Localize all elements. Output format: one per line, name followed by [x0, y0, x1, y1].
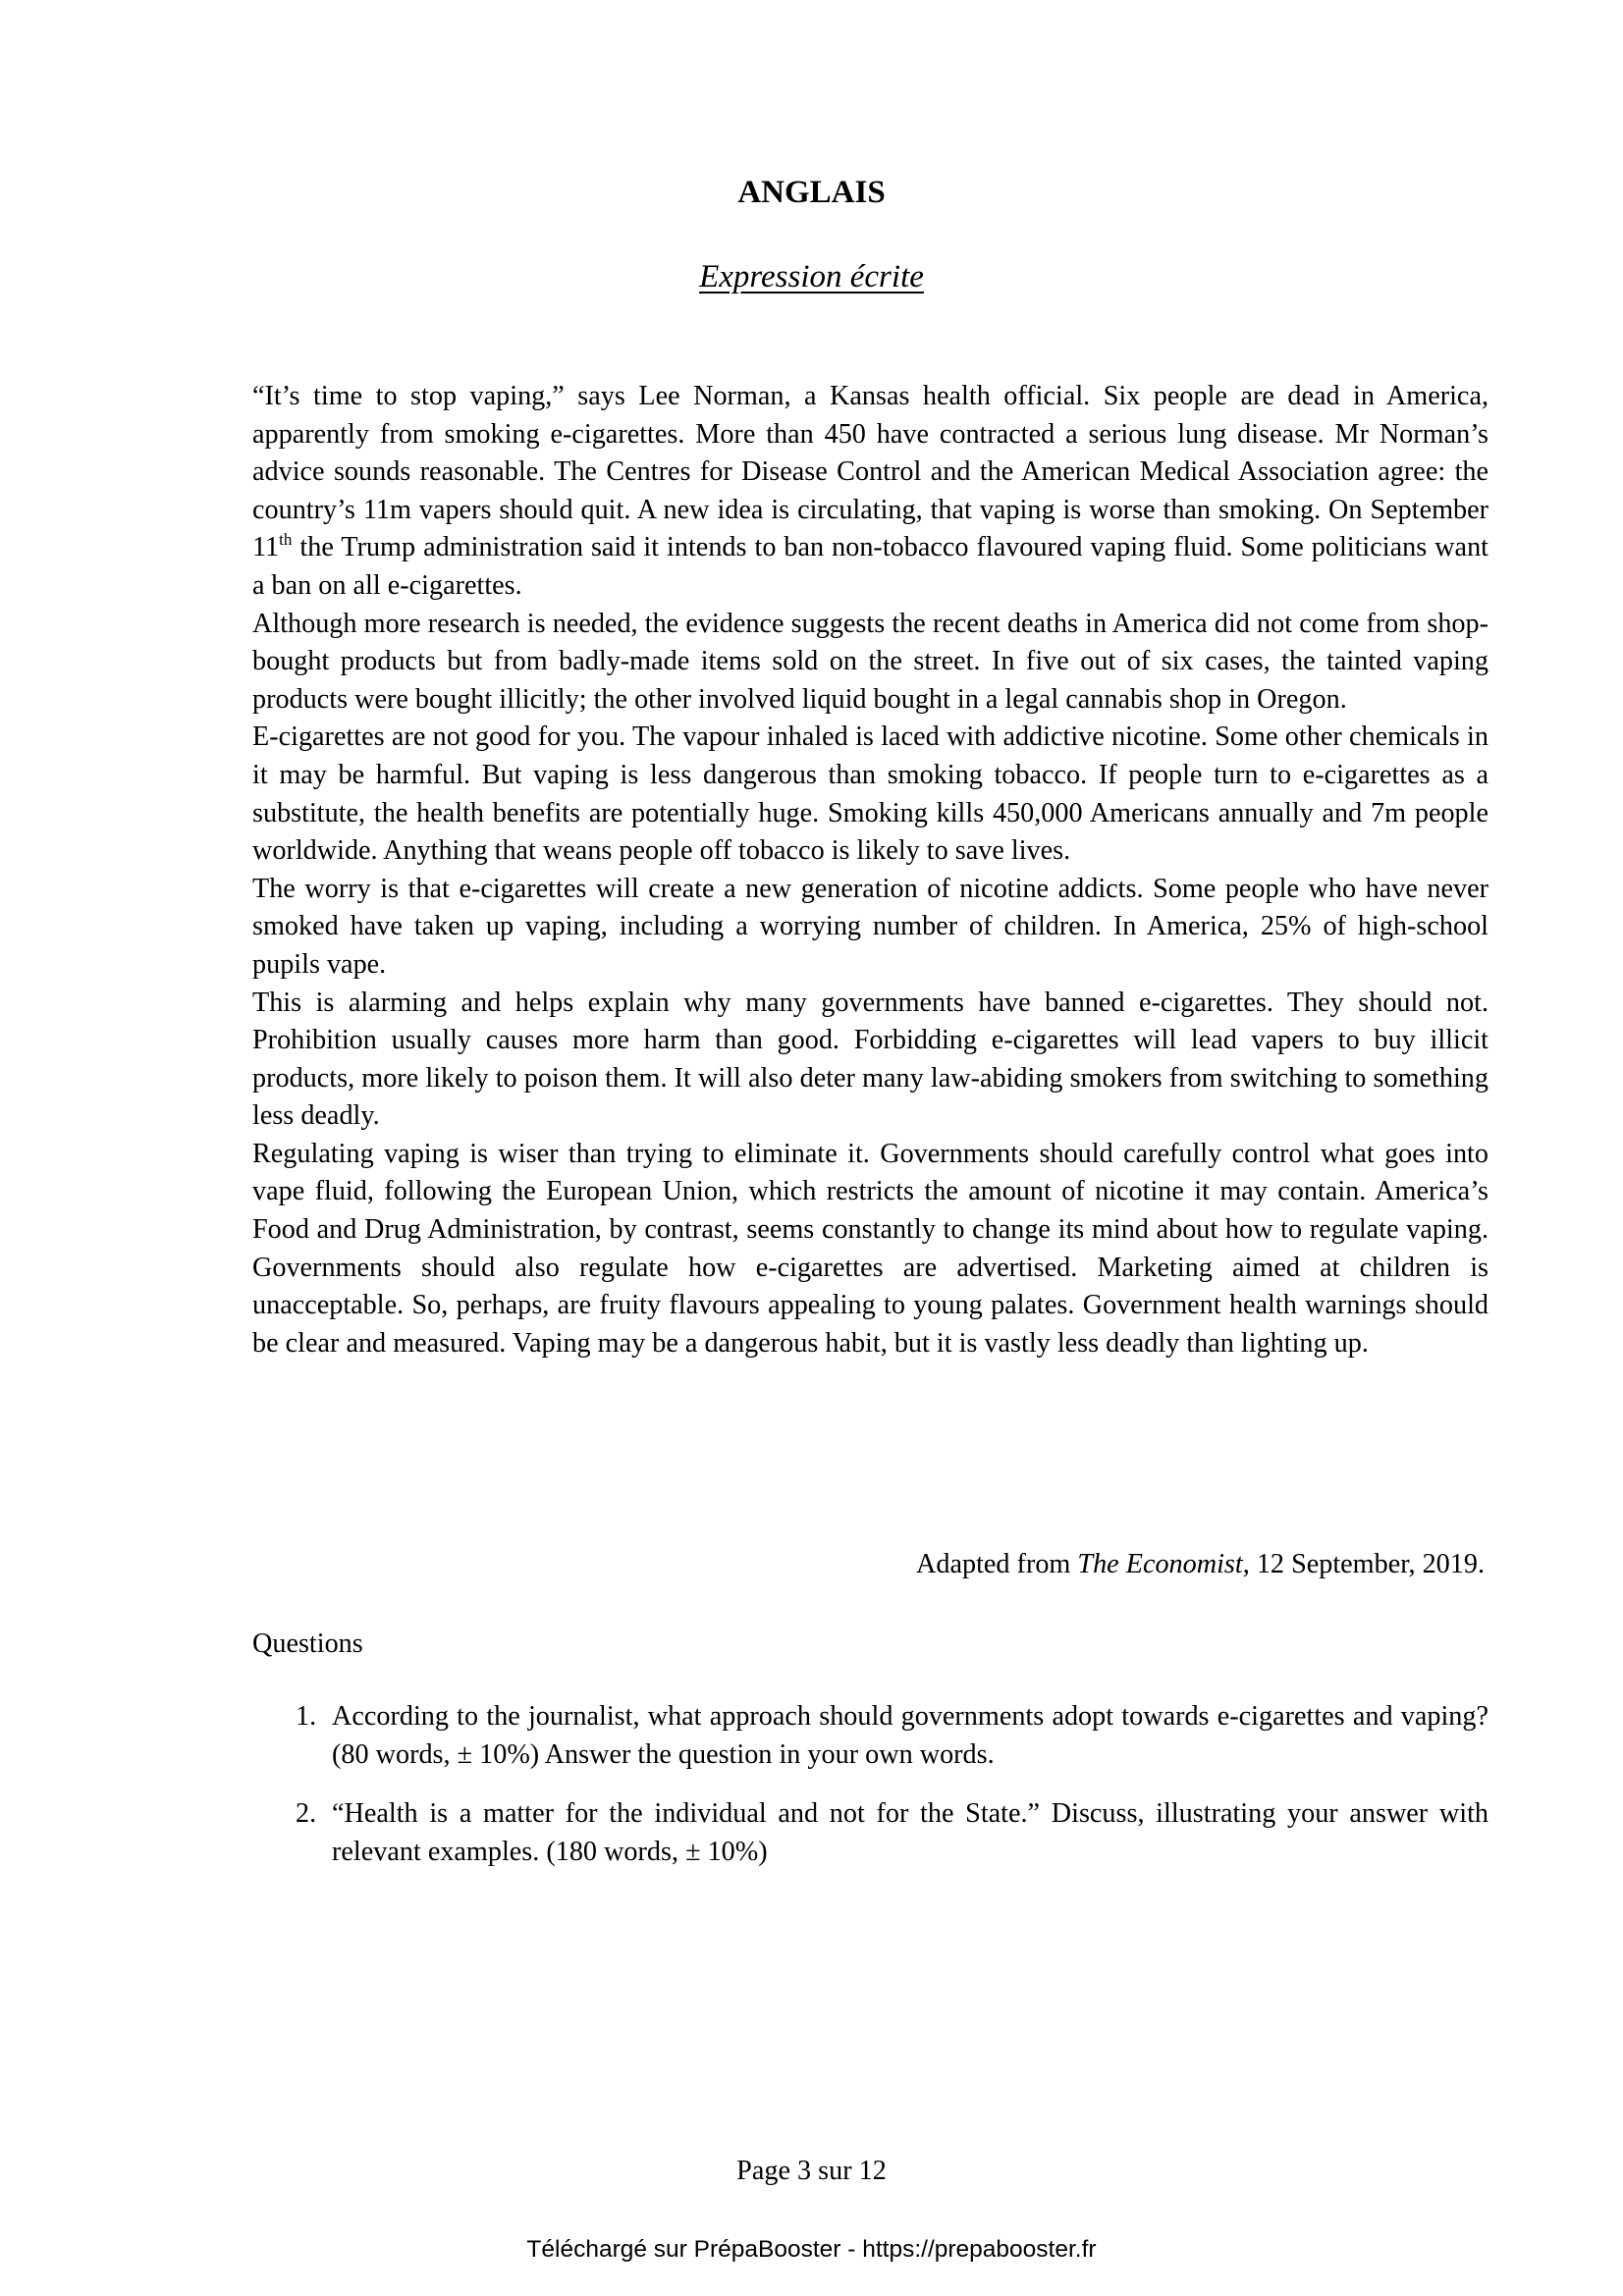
source-suffix: , 12 September, 2019. [1242, 1549, 1485, 1579]
question-text: According to the journalist, what approach should governments adopt towards e-cigarettes and vaping? (80 words, ± 10%) Answer the question in your own words. [332, 1701, 1488, 1770]
section-subtitle: Expression écrite [699, 259, 924, 294]
article-text [252, 378, 1488, 1362]
source-citation [0, 1546, 1485, 1583]
question-item [252, 1698, 1488, 1774]
paragraph-text: the Trump administration said it intends to ban non-tobacco flavoured vaping fluid. Some politicians want a ban on all e-cigarettes. [252, 532, 1488, 601]
questions-list [252, 1698, 1488, 1893]
question-text: “Health is a matter for the individual and not for the State.” Discuss, illustrating your answer with relevant examples. (180 words, ± 10%) [332, 1798, 1488, 1867]
page-title: ANGLAIS [737, 175, 886, 210]
source-prefix: Adapted from [916, 1549, 1078, 1579]
ordinal-suffix: th [279, 530, 293, 550]
question-number: 2. [296, 1798, 317, 1830]
page-number: Page 3 sur 12 [736, 2156, 887, 2186]
article-paragraph: Regulating vaping is wiser than trying to eliminate it. Governments should carefully control what goes into vape fluid, following the European Union, which restricts the amount of nicotine it may contain. America’s Food and Drug Administration, by contrast, seems constantly to change its mind about how to regulate vaping. Governments should also regulate how e-cigarettes are advertised. Marketing aimed at children is unacceptable. So, perhaps, are fruity flavours appealing to young palates. Government health warnings should be clear and measured. Vaping may be a dangerous habit, but it is vastly less deadly than lighting up. [252, 1138, 1488, 1359]
article-paragraph: This is alarming and helps explain why many governments have banned e-cigarettes. They should not. Prohibition usually causes more harm than good. Forbidding e-cigarettes will lead vapers to buy illicit products, more likely to poison them. It will also deter many law-abiding smokers from switching to something less deadly. [252, 987, 1488, 1132]
questions-heading: Questions [252, 1629, 363, 1659]
article-paragraph [252, 378, 1488, 606]
question-item [252, 1795, 1488, 1871]
question-number: 1. [296, 1701, 317, 1732]
article-paragraph: Although more research is needed, the evidence suggests the recent deaths in America did not come from shop-bought products but from badly-made items sold on the street. In five out of six cases, the tainted vaping products were bought illicitly; the other involved liquid bought in a legal cannabis shop in Oregon. [252, 608, 1488, 715]
source-publication: The Economist [1077, 1549, 1243, 1579]
paragraph-text: “It’s time to stop vaping,” says Lee Norman, a Kansas health official. Six people are dead in America, apparently from smoking e-cigarettes. More than 450 have contracted a serious lung disease. Mr Norman’s advice sounds reasonable. The Centres for Disease Control and the American Medical Association agree: the country’s 11m vapers should quit. A new idea is circulating, that vaping is worse than smoking. On September 11 [252, 381, 1488, 563]
article-paragraph: E-cigarettes are not good for you. The vapour inhaled is laced with addictive nicotine. Some other chemicals in it may be harmful. But vaping is less dangerous than smoking tobacco. If people turn to e-cigarettes as a substitute, the health benefits are potentially huge. Smoking kills 450,000 Americans annually and 7m people worldwide. Anything that weans people off tobacco is likely to save lives. [252, 721, 1488, 867]
article-paragraph: The worry is that e-cigarettes will create a new generation of nicotine addicts. Some people who have never smoked have taken up vaping, including a worrying number of children. In America, 25% of high-school pupils vape. [252, 873, 1488, 980]
download-notice: Téléchargé sur PrépaBooster - https://prepabooster.fr [526, 2236, 1097, 2263]
